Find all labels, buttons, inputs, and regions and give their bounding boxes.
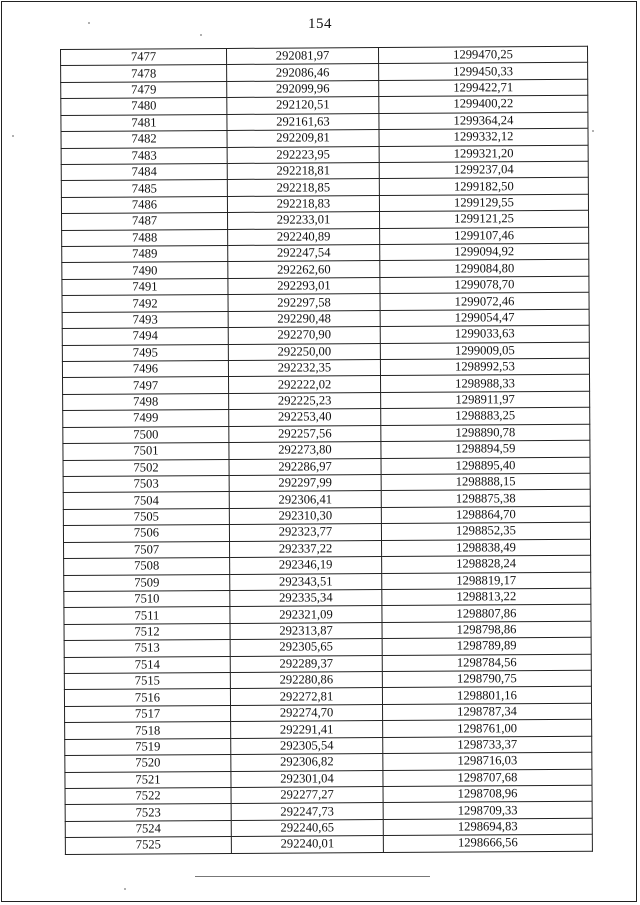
point-number-cell: 7496 [62,360,228,377]
y-coordinate-cell: 1299084,80 [380,260,589,278]
y-coordinate-cell: 1299450,33 [379,63,588,81]
x-coordinate-cell: 292270,90 [228,327,380,344]
x-coordinate-cell: 292250,00 [228,343,380,360]
x-coordinate-cell: 292247,54 [228,245,380,262]
scan-speck [88,22,90,24]
point-number-cell: 7525 [65,837,231,854]
x-coordinate-cell: 292274,70 [231,704,383,721]
x-coordinate-cell: 292272,81 [230,688,382,705]
x-coordinate-cell: 292218,81 [227,163,379,180]
point-number-cell: 7524 [65,820,231,837]
x-coordinate-cell: 292346,19 [230,557,382,574]
y-coordinate-cell: 1298828,24 [382,555,591,573]
point-number-cell: 7477 [61,48,227,65]
y-coordinate-cell: 1298694,83 [383,818,592,836]
x-coordinate-cell: 292218,85 [227,179,379,196]
x-coordinate-cell: 292099,96 [227,80,379,97]
point-number-cell: 7490 [62,262,228,279]
x-coordinate-cell: 292289,37 [230,655,382,672]
y-coordinate-cell: 1298838,49 [382,539,591,557]
y-coordinate-cell: 1298709,33 [383,802,592,820]
y-coordinate-cell: 1298894,59 [381,440,590,458]
y-coordinate-cell: 1299400,22 [379,96,588,114]
point-number-cell: 7489 [62,246,228,263]
x-coordinate-cell: 292343,51 [230,573,382,590]
x-coordinate-cell: 292335,34 [230,589,382,606]
y-coordinate-cell: 1298895,40 [381,457,590,475]
x-coordinate-cell: 292291,41 [231,721,383,738]
x-coordinate-cell: 292253,40 [229,409,381,426]
x-coordinate-cell: 292297,99 [229,475,381,492]
y-coordinate-cell: 1298888,15 [381,473,590,491]
y-coordinate-cell: 1298813,22 [382,588,591,606]
y-coordinate-cell: 1298798,86 [382,621,591,639]
point-number-cell: 7504 [63,492,229,509]
x-coordinate-cell: 292209,81 [227,130,379,147]
x-coordinate-cell: 292290,48 [228,310,380,327]
point-number-cell: 7516 [64,689,230,706]
y-coordinate-cell: 1298807,86 [382,605,591,623]
x-coordinate-cell: 292286,97 [229,458,381,475]
y-coordinate-cell: 1298864,70 [381,506,590,524]
x-coordinate-cell: 292277,27 [231,787,383,804]
y-coordinate-cell: 1298708,96 [383,785,592,803]
x-coordinate-cell: 292218,83 [227,195,379,212]
point-number-cell: 7509 [64,574,230,591]
y-coordinate-cell: 1298787,34 [383,703,592,721]
point-number-cell: 7492 [62,295,228,312]
y-coordinate-cell: 1299470,25 [378,46,587,64]
point-number-cell: 7479 [61,81,227,98]
point-number-cell: 7487 [62,213,228,230]
x-coordinate-cell: 292081,97 [226,48,378,65]
point-number-cell: 7520 [65,755,231,772]
y-coordinate-cell: 1299078,70 [380,276,589,294]
point-number-cell: 7481 [61,114,227,131]
point-number-cell: 7501 [63,443,229,460]
x-coordinate-cell: 292222,02 [229,376,381,393]
point-number-cell: 7502 [63,459,229,476]
y-coordinate-cell: 1298883,25 [381,408,590,426]
x-coordinate-cell: 292337,22 [230,540,382,557]
y-coordinate-cell: 1298875,38 [381,490,590,508]
x-coordinate-cell: 292323,77 [229,524,381,541]
point-number-cell: 7478 [61,65,227,82]
point-number-cell: 7491 [62,278,228,295]
y-coordinate-cell: 1299033,63 [380,325,589,343]
x-coordinate-cell: 292262,60 [228,261,380,278]
x-coordinate-cell: 292240,89 [228,228,380,245]
y-coordinate-cell: 1298733,37 [383,736,592,754]
point-number-cell: 7522 [65,787,231,804]
coordinates-table-body [61,46,593,854]
scan-speck [592,130,594,132]
y-coordinate-cell: 1299422,71 [379,79,588,97]
y-coordinate-cell: 1299237,04 [379,161,588,179]
y-coordinate-cell: 1299129,55 [379,194,588,212]
point-number-cell: 7500 [63,426,229,443]
x-coordinate-cell: 292301,04 [231,770,383,787]
point-number-cell: 7512 [64,623,230,640]
x-coordinate-cell: 292223,95 [227,146,379,163]
point-number-cell: 7484 [61,163,227,180]
y-coordinate-cell: 1298789,89 [382,637,591,655]
y-coordinate-cell: 1299364,24 [379,112,588,130]
y-coordinate-cell: 1298707,68 [383,769,592,787]
x-coordinate-cell: 292120,51 [227,97,379,114]
table-row [65,835,592,855]
point-number-cell: 7493 [62,311,228,328]
point-number-cell: 7523 [65,804,231,821]
point-number-cell: 7513 [64,640,230,657]
x-coordinate-cell: 292247,73 [231,803,383,820]
y-coordinate-cell: 1298852,35 [381,523,590,541]
x-coordinate-cell: 292313,87 [230,622,382,639]
x-coordinate-cell: 292161,63 [227,113,379,130]
point-number-cell: 7499 [63,410,229,427]
point-number-cell: 7494 [62,328,228,345]
point-number-cell: 7519 [65,738,231,755]
y-coordinate-cell: 1298784,56 [382,654,591,672]
x-coordinate-cell: 292293,01 [228,277,380,294]
x-coordinate-cell: 292240,01 [231,836,383,853]
point-number-cell: 7483 [61,147,227,164]
x-coordinate-cell: 292240,65 [231,819,383,836]
point-number-cell: 7521 [65,771,231,788]
y-coordinate-cell: 1298992,53 [380,358,589,376]
x-coordinate-cell: 292306,41 [229,491,381,508]
x-coordinate-cell: 292297,58 [228,294,380,311]
scan-speck [12,135,14,137]
y-coordinate-cell: 1298666,56 [383,835,592,853]
scan-speck [124,888,126,890]
y-coordinate-cell: 1298890,78 [381,424,590,442]
point-number-cell: 7498 [63,393,229,410]
point-number-cell: 7506 [63,525,229,542]
y-coordinate-cell: 1299121,25 [380,210,589,228]
point-number-cell: 7510 [64,590,230,607]
scan-speck [200,34,202,36]
x-coordinate-cell: 292280,86 [230,672,382,689]
y-coordinate-cell: 1299094,92 [380,243,589,261]
point-number-cell: 7488 [62,229,228,246]
x-coordinate-cell: 292086,46 [227,64,379,81]
point-number-cell: 7486 [61,196,227,213]
y-coordinate-cell: 1298790,75 [382,670,591,688]
x-coordinate-cell: 292310,30 [229,507,381,524]
point-number-cell: 7505 [63,508,229,525]
point-number-cell: 7508 [64,558,230,575]
x-coordinate-cell: 292257,56 [229,425,381,442]
point-number-cell: 7480 [61,98,227,115]
point-number-cell: 7482 [61,131,227,148]
x-coordinate-cell: 292233,01 [228,212,380,229]
x-coordinate-cell: 292321,09 [230,606,382,623]
y-coordinate-cell: 1299332,12 [379,128,588,146]
y-coordinate-cell: 1299321,20 [379,145,588,163]
y-coordinate-cell: 1298819,17 [382,572,591,590]
point-number-cell: 7514 [64,656,230,673]
y-coordinate-cell: 1298716,03 [383,752,592,770]
x-coordinate-cell: 292306,82 [231,754,383,771]
y-coordinate-cell: 1298988,33 [381,375,590,393]
y-coordinate-cell: 1299072,46 [380,293,589,311]
x-coordinate-cell: 292273,80 [229,442,381,459]
x-coordinate-cell: 292225,23 [229,392,381,409]
coordinates-table [60,46,593,855]
y-coordinate-cell: 1298801,16 [382,687,591,705]
x-coordinate-cell: 292232,35 [228,360,380,377]
point-number-cell: 7517 [65,705,231,722]
y-coordinate-cell: 1299182,50 [379,178,588,196]
y-coordinate-cell: 1298761,00 [383,720,592,738]
point-number-cell: 7503 [63,475,229,492]
point-number-cell: 7518 [65,722,231,739]
y-coordinate-cell: 1299107,46 [380,227,589,245]
y-coordinate-cell: 1299009,05 [380,342,589,360]
x-coordinate-cell: 292305,54 [231,737,383,754]
point-number-cell: 7495 [62,344,228,361]
bottom-rule [195,876,430,877]
point-number-cell: 7497 [63,377,229,394]
page-number: 154 [308,16,332,32]
point-number-cell: 7515 [64,673,230,690]
point-number-cell: 7485 [61,180,227,197]
x-coordinate-cell: 292305,65 [230,639,382,656]
y-coordinate-cell: 1299054,47 [380,309,589,327]
y-coordinate-cell: 1298911,97 [381,391,590,409]
point-number-cell: 7511 [64,607,230,624]
point-number-cell: 7507 [64,541,230,558]
